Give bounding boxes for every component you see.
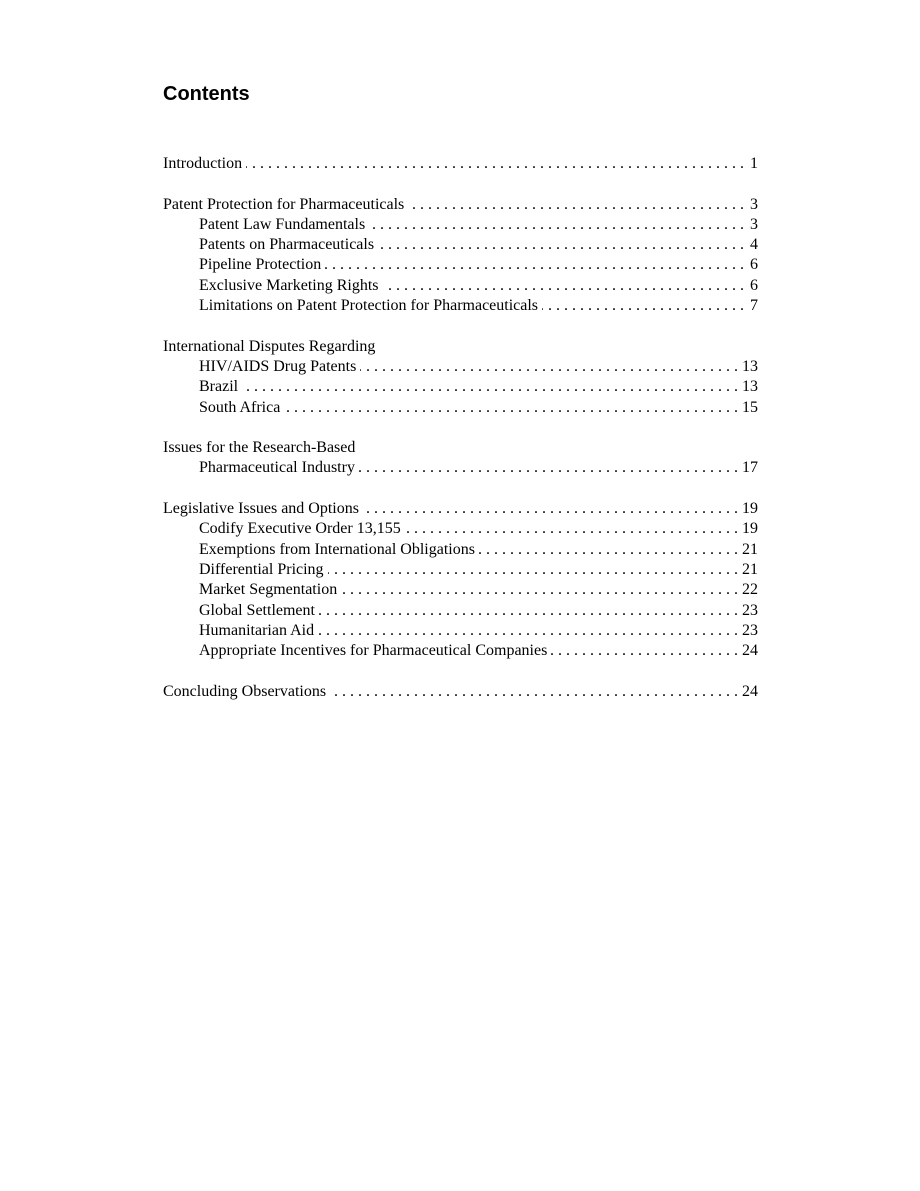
toc-entry-label: Differential Pricing xyxy=(199,560,324,578)
toc-entry[interactable] xyxy=(163,499,758,519)
dot-leader xyxy=(341,580,738,600)
toc-page-number: 23 xyxy=(742,621,758,639)
dot-leader xyxy=(479,540,738,560)
toc-page-number: 15 xyxy=(742,398,758,416)
toc-entry-label: Patent Law Fundamentals xyxy=(199,215,366,233)
toc-entry-label: Market Segmentation xyxy=(199,581,338,599)
contents-page xyxy=(163,80,758,722)
toc-page-number: 3 xyxy=(750,195,758,213)
toc-subentry[interactable] xyxy=(163,398,758,418)
toc-page-number: 24 xyxy=(742,682,758,700)
toc-entry-label: Pipeline Protection xyxy=(199,256,322,274)
dot-leader xyxy=(284,398,738,418)
toc-entry-label: Brazil xyxy=(199,378,239,396)
toc-entry[interactable] xyxy=(163,337,758,357)
toc-entry-label: Exemptions from International Obligations xyxy=(199,540,475,558)
toc-entry[interactable] xyxy=(163,682,758,702)
toc-subentry[interactable] xyxy=(163,560,758,580)
toc-subentry[interactable] xyxy=(163,580,758,600)
toc-section xyxy=(163,195,758,317)
toc-subentry[interactable] xyxy=(163,540,758,560)
toc-entry[interactable] xyxy=(163,438,758,458)
toc-entry-label: Limitations on Patent Protection for Pharmaceuticals xyxy=(199,297,539,315)
toc-entry-label: Issues for the Research-Based xyxy=(163,439,356,457)
toc-subentry[interactable] xyxy=(163,215,758,235)
toc-subentry[interactable] xyxy=(163,519,758,539)
dot-leader xyxy=(359,458,738,478)
toc-entry-label: Legislative Issues and Options xyxy=(163,500,359,518)
toc-subentry[interactable] xyxy=(163,235,758,255)
toc-subentry[interactable] xyxy=(163,276,758,296)
toc-page-number: 4 xyxy=(750,236,758,254)
toc-entry-label: Global Settlement xyxy=(199,601,315,619)
toc-page-number: 7 xyxy=(750,297,758,315)
toc-list xyxy=(163,154,758,702)
toc-section xyxy=(163,337,758,418)
toc-subentry[interactable] xyxy=(163,458,758,478)
toc-page-number: 19 xyxy=(742,500,758,518)
toc-entry-label: Appropriate Incentives for Pharmaceutical Companies xyxy=(199,642,548,660)
toc-entry-label: Introduction xyxy=(163,155,243,172)
toc-entry[interactable] xyxy=(163,195,758,215)
toc-entry-label: Humanitarian Aid xyxy=(199,621,315,639)
toc-page-number: 1 xyxy=(750,155,758,172)
toc-subentry[interactable] xyxy=(163,255,758,275)
toc-entry-label: Patent Protection for Pharmaceuticals xyxy=(163,195,405,213)
toc-section xyxy=(163,499,758,661)
page-title: Contents xyxy=(163,83,250,105)
dot-leader xyxy=(319,601,738,621)
toc-section xyxy=(163,154,758,174)
toc-page-number: 17 xyxy=(742,459,758,477)
toc-subentry[interactable] xyxy=(163,296,758,316)
toc-entry-label: Concluding Observations xyxy=(163,682,327,700)
toc-subentry[interactable] xyxy=(163,601,758,621)
toc-subentry[interactable] xyxy=(163,641,758,661)
dot-leader xyxy=(378,235,744,255)
toc-page-number: 3 xyxy=(750,215,758,233)
dot-leader xyxy=(318,621,738,641)
toc-page-number: 13 xyxy=(742,378,758,396)
toc-entry-label: Exclusive Marketing Rights xyxy=(199,276,379,294)
toc-entry[interactable] xyxy=(163,154,758,174)
dot-leader xyxy=(408,195,744,215)
toc-section xyxy=(163,438,758,479)
toc-page-number: 24 xyxy=(742,642,758,660)
toc-entry-label: HIV/AIDS Drug Patents xyxy=(199,357,357,375)
toc-page-number: 22 xyxy=(742,581,758,599)
dot-leader xyxy=(246,154,744,174)
toc-page-number: 13 xyxy=(742,357,758,375)
toc-page-number: 21 xyxy=(742,540,758,558)
toc-page-number: 23 xyxy=(742,601,758,619)
toc-entry-label: South Africa xyxy=(199,398,281,416)
dot-leader xyxy=(551,641,738,661)
toc-subentry[interactable] xyxy=(163,621,758,641)
toc-entry-label: Codify Executive Order 13,155 xyxy=(199,520,401,538)
toc-page-number: 19 xyxy=(742,520,758,538)
toc-subentry[interactable] xyxy=(163,377,758,397)
toc-entry-label: Patents on Pharmaceuticals xyxy=(199,236,375,254)
dot-leader xyxy=(325,255,744,275)
dot-leader xyxy=(363,499,738,519)
dot-leader xyxy=(360,357,738,377)
dot-leader xyxy=(328,560,738,580)
toc-page-number: 6 xyxy=(750,256,758,274)
dot-leader xyxy=(542,296,744,316)
dot-leader xyxy=(383,276,744,296)
dot-leader xyxy=(405,519,738,539)
toc-section xyxy=(163,682,758,702)
toc-entry-label: International Disputes Regarding xyxy=(163,337,376,355)
dot-leader xyxy=(330,682,738,702)
toc-subentry[interactable] xyxy=(163,357,758,377)
dot-leader xyxy=(242,377,738,397)
toc-page-number: 21 xyxy=(742,560,758,578)
toc-entry-label: Pharmaceutical Industry xyxy=(199,459,355,477)
toc-page-number: 6 xyxy=(750,276,758,294)
dot-leader xyxy=(369,215,744,235)
